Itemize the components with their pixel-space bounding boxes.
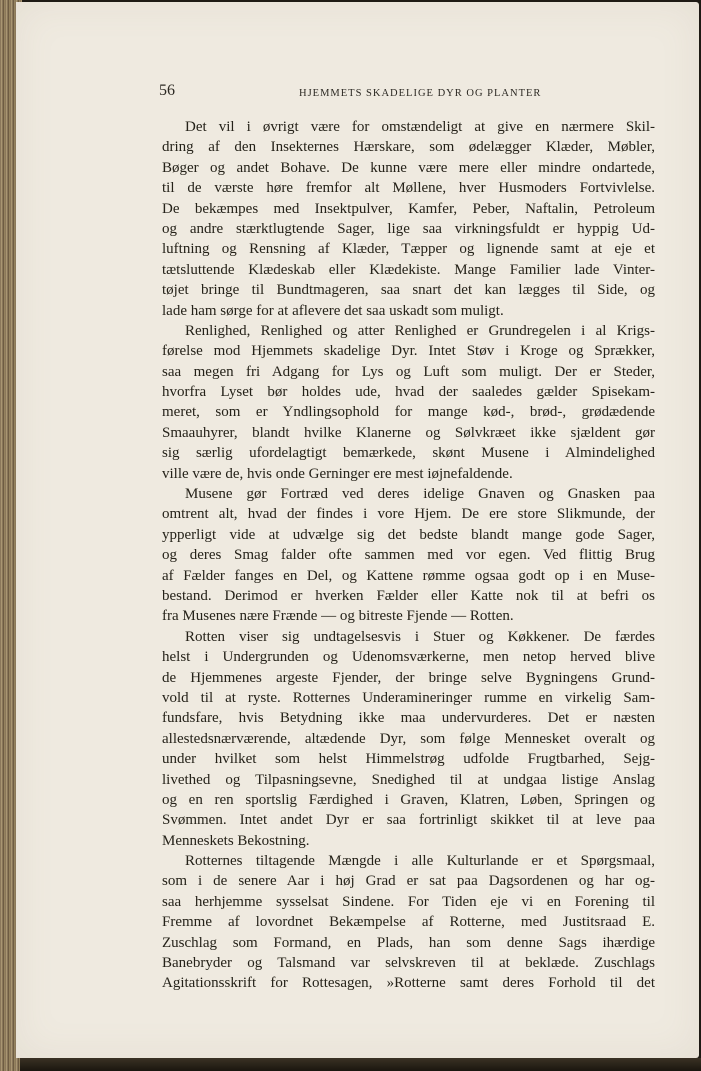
- text-line: meret, som er Yndlingsophold for mange kød-, brød-, grødædende: [162, 404, 655, 421]
- text-line: lade ham sørge for at aflevere det saa uskadt som muligt.: [162, 302, 504, 319]
- text-line: og andre stærktlugtende Sager, lige saa virkningsfuldt er hyppig Ud-: [162, 220, 655, 237]
- text-line: livethed og Tilpasningsevne, Snedighed til at undgaa listige Anslag: [162, 771, 655, 788]
- running-head: HJEMMETS SKADELIGE DYR OG PLANTER: [299, 88, 542, 99]
- text-line: Musene gør Fortræd ved deres idelige Gnaven og Gnasken paa: [185, 486, 655, 503]
- text-line: Rotten viser sig undtagelsesvis i Stuer og Køkkener. De færdes: [185, 628, 655, 645]
- text-line: Det vil i øvrigt være for omstændeligt at give en nærmere Skil-: [185, 119, 655, 135]
- page-header: [159, 82, 655, 106]
- text-line: som i de senere Aar i høj Grad er sat paa Dagsordenen og har og-: [162, 873, 655, 890]
- text-line: af Fælder fanges en Del, og Kattene rømme ogsaa godt op i en Muse-: [162, 567, 655, 584]
- text-line: førelse mod Hjemmets skadelige Dyr. Intet Støv i Kroge og Sprækker,: [162, 343, 655, 360]
- text-line: Agitationsskrift for Rottesagen, »Rotterne samt deres Forhold til det: [162, 975, 655, 992]
- text-line: allestedsnærværende, altædende Dyr, som følge Mennesket overalt og: [162, 730, 655, 747]
- text-line: saa megen fri Adgang for Lys og Luft som muligt. Der er Steder,: [162, 363, 655, 380]
- text-line: og en ren sportslig Færdighed i Graven, Klatren, Løben, Springen og: [162, 791, 655, 808]
- text-line: dring af den Insekternes Hærskare, som ødelægger Klæder, Møbler,: [162, 139, 655, 156]
- text-line: sig særlig ufordelagtigt bemærkede, skønt Musene i Almindelighed: [162, 445, 655, 462]
- text-line: Fremme af lovordnet Bekæmpelse af Rotterne, med Justitsraad E.: [162, 914, 655, 931]
- text-line: saa herhjemme sysselsat Sindene. For Tiden eje vi en Forening til: [162, 893, 655, 910]
- text-line: omtrent alt, hvad der findes i vore Hjem. De ere store Slikmunde, der: [162, 506, 655, 523]
- text-line: Smaauhyrer, blandt hvilke Klanerne og Sølvkræet ikke sjældent gør: [162, 424, 655, 441]
- text-line: Svømmen. Intet andet Dyr er saa fortrinligt skikket til at leve paa: [162, 812, 655, 829]
- text-line: Renlighed, Renlighed og atter Renlighed er Grundregelen i al Krigs-: [185, 322, 655, 339]
- text-line: luftning og Rensning af Klæder, Tæpper og lignende samt at eje et: [162, 241, 655, 258]
- text-line: tætsluttende Klædeskab eller Klædekiste. Mange Familier lade Vinter-: [162, 261, 655, 278]
- text-line: vold til at ryste. Rotternes Underamineringer rumme en virkelig Sam-: [162, 689, 655, 706]
- page-number: 56: [159, 82, 175, 99]
- text-line: ypperligt vide at udvælge sig det bedste blandt mange gode Sager,: [162, 526, 655, 543]
- body-text: [162, 117, 655, 994]
- text-line: fundsfare, hvis Betydning ikke maa undervurderes. Det er næsten: [162, 710, 655, 727]
- text-line: tøjet bringe til Bundtmageren, saa snart det kan lægges til Side, og: [162, 282, 655, 299]
- text-line: Banebryder og Talsmand var selvskreven til at beklæde. Zuschlags: [162, 955, 655, 972]
- text-line: under hvilket som helst Himmelstrøg udfolde Frugtbarhed, Sejg-: [162, 751, 655, 768]
- text-line: til de værste høre fremfor alt Møllene, hver Husmoders Fortvivlelse.: [162, 180, 655, 197]
- text-line: helst i Undergrunden og Udenomsværkerne, men netop herved blive: [162, 649, 655, 666]
- text-line: fra Musenes nære Frænde — og bitreste Fjende — Rotten.: [162, 608, 514, 625]
- text-line: bestand. Derimod er hverken Fælder eller Katte nok til at befri os: [162, 587, 655, 604]
- text-line: Rotternes tiltagende Mængde i alle Kulturlande er et Spørgsmaal,: [185, 853, 655, 870]
- text-line: Zuschlag som Formand, en Plads, han som denne Sags ihærdige: [162, 934, 655, 951]
- text-line: Menneskets Bekostning.: [162, 832, 310, 849]
- text-line: Bøger og andet Bohave. De kunne være mere eller mindre ondartede,: [162, 159, 655, 176]
- text-line: hvorfra Lyset bør holdes ude, hvad der saaledes gælder Spisekam-: [162, 384, 655, 401]
- text-line: de Hjemmenes argeste Fjender, der bringe selve Bygningens Grund-: [162, 669, 655, 686]
- text-line: De bekæmpes med Insektpulver, Kamfer, Peber, Naftalin, Petroleum: [162, 200, 655, 217]
- text-line: og deres Smag falder ofte sammen med vor egen. Ved flittig Brug: [162, 547, 655, 564]
- page-bottom-edge: [20, 1058, 701, 1071]
- text-line: ville være de, hvis onde Gerninger ere mest iøjnefaldende.: [162, 465, 513, 482]
